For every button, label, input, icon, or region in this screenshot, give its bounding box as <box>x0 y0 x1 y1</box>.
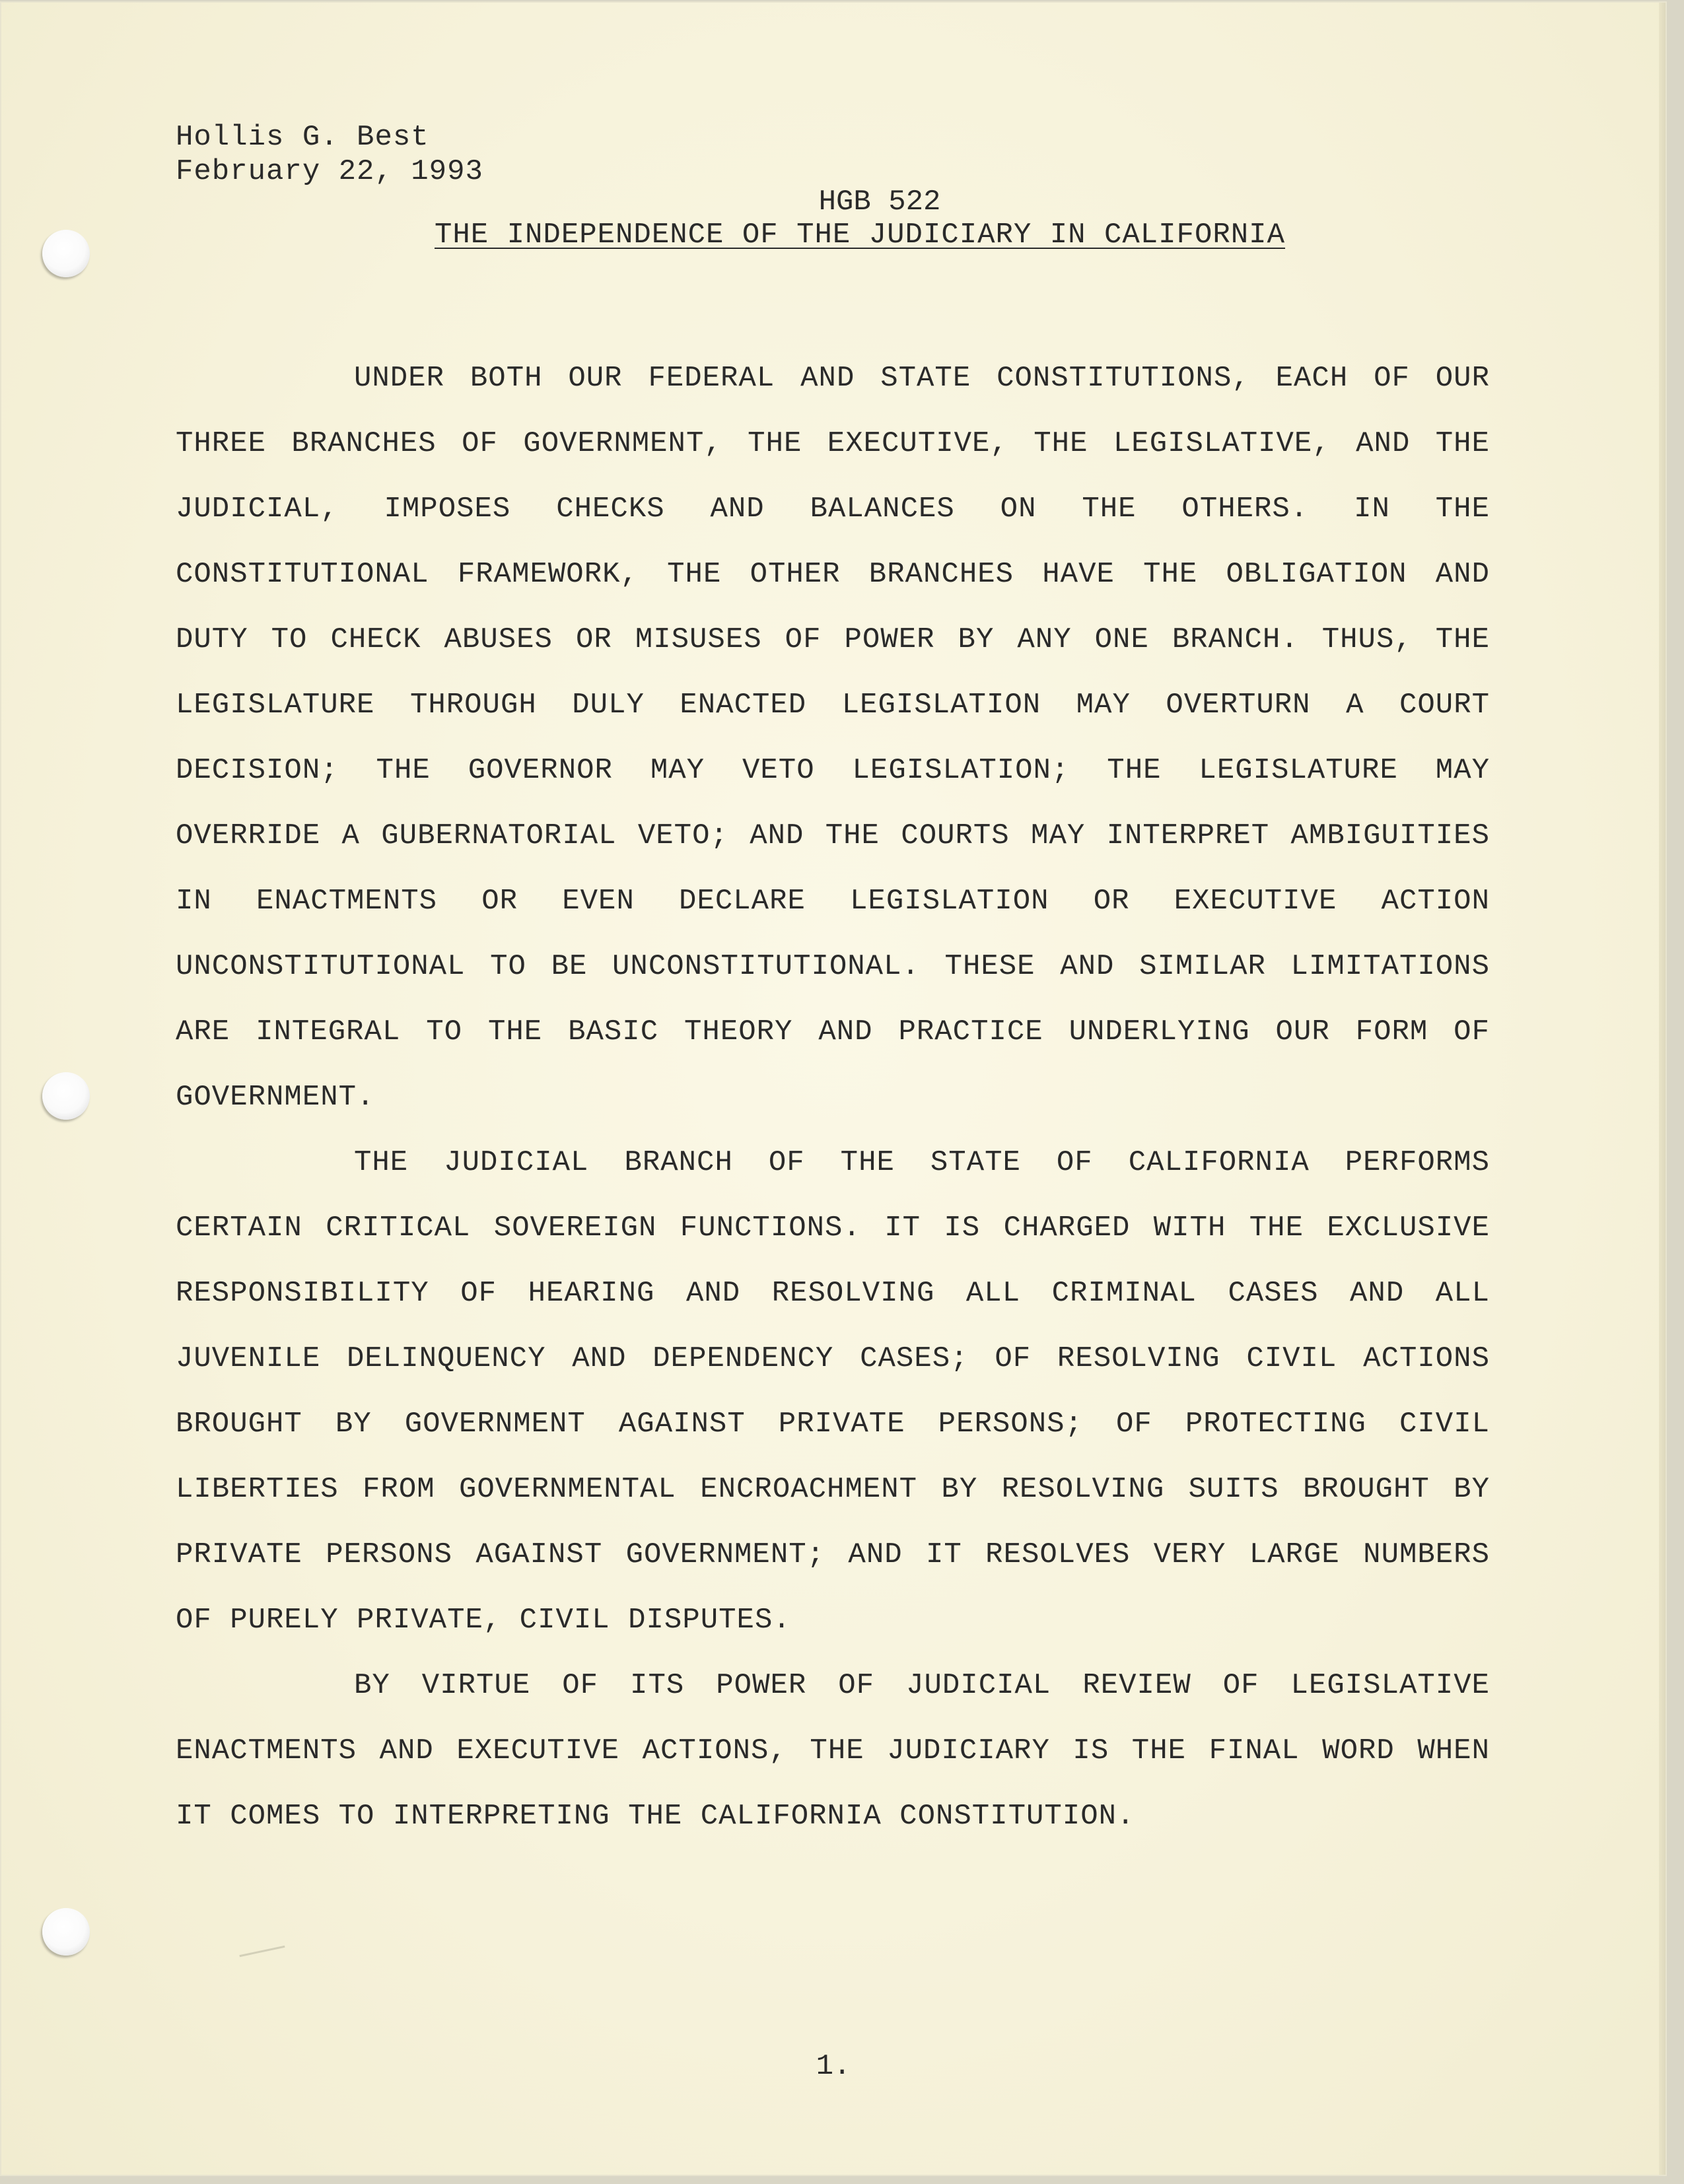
document-date: February 22, 1993 <box>176 155 483 188</box>
document-page <box>1 3 1666 2175</box>
paragraph-2: THE JUDICIAL BRANCH OF THE STATE OF CALIFORNIA PERFORMS CERTAIN CRITICAL SOVEREIGN FUNCTIONS. IT IS CHARGED WITH THE EXCLUSIVE RESPONSIBILITY OF HEARING AND RESOLVING ALL CRIMINAL CASES AND ALL JUVENILE DELINQUENCY AND DEPENDENCY CASES; OF RESOLVING CIVIL ACTIONS BROUGHT BY GOVERNMENT AGAINST PRIVATE PERSONS; OF PROTECTING CIVIL LIBERTIES FROM GOVERNMENTAL ENCROACHMENT BY RESOLVING SUITS BROUGHT BY PRIVATE PERSONS AGAINST GOVERNMENT; AND IT RESOLVES VERY LARGE NUMBERS OF PURELY PRIVATE, CIVIL DISPUTES. <box>176 1146 1490 1637</box>
paragraph-1: UNDER BOTH OUR FEDERAL AND STATE CONSTITUTIONS, EACH OF OUR THREE BRANCHES OF GOVERNMENT, THE EXECUTIVE, THE LEGISLATIVE, AND THE JUDICIAL, IMPOSES CHECKS AND BALANCES ON THE OTHERS. IN THE CONSTITUTIONAL FRAMEWORK, THE OTHER BRANCHES HAVE THE OBLIGATION AND DUTY TO CHECK ABUSES OR MISUSES OF POWER BY ANY ONE BRANCH. THUS, THE LEGISLATURE THROUGH DULY ENACTED LEGISLATION MAY OVERTURN A COURT DECISION; THE GOVERNOR MAY VETO LEGISLATION; THE LEGISLATURE MAY OVERRIDE A GUBERNATORIAL VETO; AND THE COURTS MAY INTERPRET AMBIGUITIES IN ENACTMENTS OR EVEN DECLARE LEGISLATION OR EXECUTIVE ACTION UNCONSTITUTIONAL TO BE UNCONSTITUTIONAL. THESE AND SIMILAR LIMITATIONS ARE INTEGRAL TO THE BASIC THEORY AND PRACTICE UNDERLYING OUR FORM OF GOVERNMENT. <box>176 362 1490 1114</box>
page-edge <box>1659 3 1666 2175</box>
document-code: HGB 522 <box>818 186 941 219</box>
paper-mark <box>239 1946 285 1957</box>
binder-hole-middle <box>42 1072 90 1120</box>
page-number: 1. <box>816 2050 851 2083</box>
document-header <box>176 120 483 189</box>
paragraph-3: BY VIRTUE OF ITS POWER OF JUDICIAL REVIEW OF LEGISLATIVE ENACTMENTS AND EXECUTIVE ACTIONS, THE JUDICIARY IS THE FINAL WORD WHEN IT COMES TO INTERPRETING THE CALIFORNIA CONSTITUTION. <box>176 1669 1490 1833</box>
document-title-container <box>1 218 1666 252</box>
binder-hole-bottom <box>42 1908 90 1956</box>
author-name: Hollis G. Best <box>176 121 429 154</box>
document-body <box>176 346 1490 1849</box>
document-title: THE INDEPENDENCE OF THE JUDICIARY IN CALIFORNIA <box>434 219 1285 252</box>
